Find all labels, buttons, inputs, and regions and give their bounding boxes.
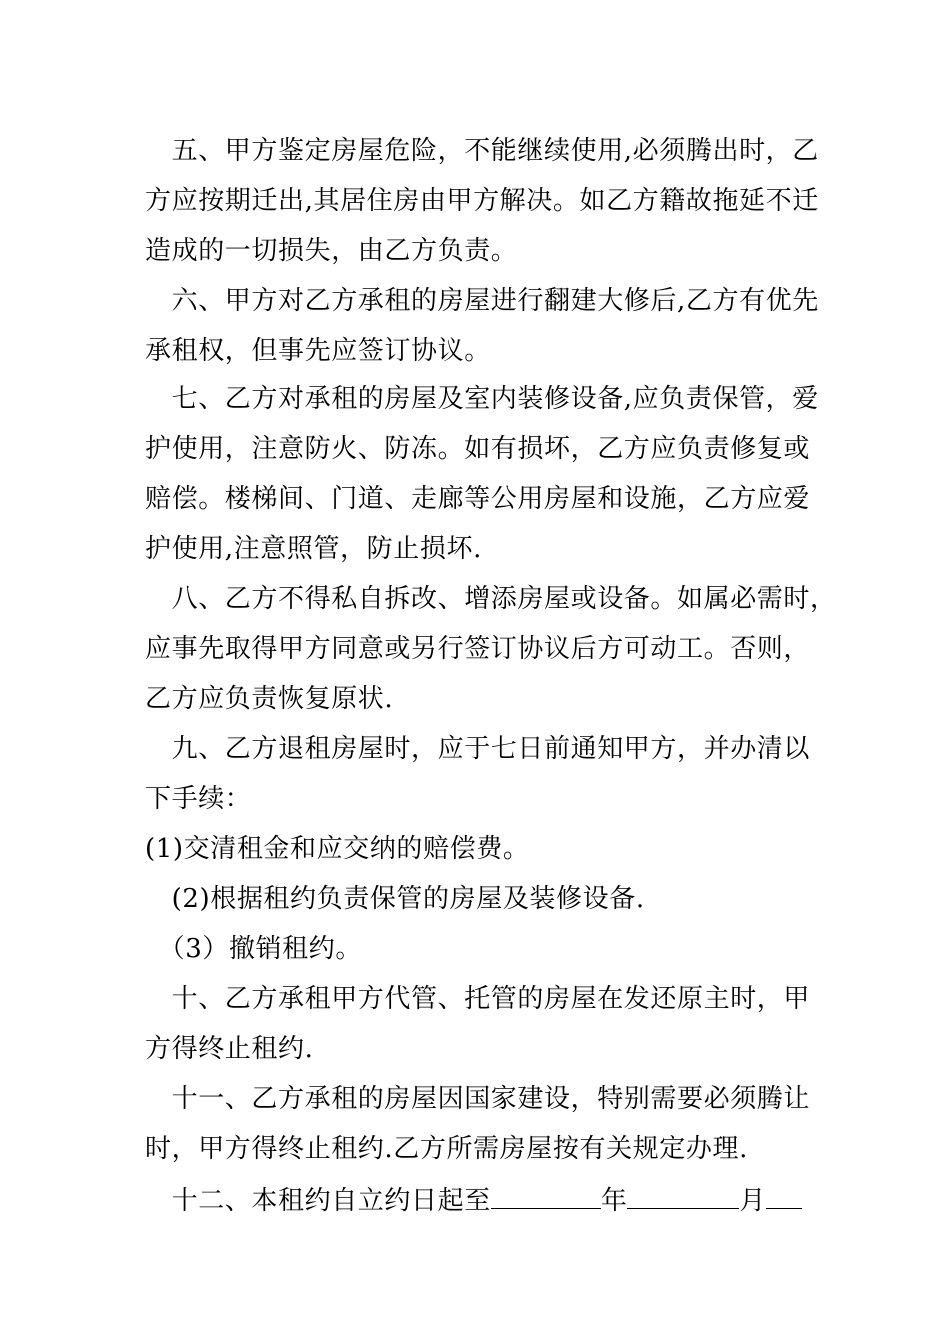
text-line: (2)根据租约负责保管的房屋及装修设备.: [145, 884, 645, 914]
month-blank: [627, 1184, 739, 1209]
text-line: (1)交清租金和应交纳的赔偿费。: [145, 834, 530, 864]
day-blank: [766, 1184, 802, 1209]
text-line: 承租权，但事先应签订协议。: [145, 336, 491, 366]
text-line: 十、乙方承租甲方代管、托管的房屋在发还原主时，甲: [145, 984, 811, 1014]
year-label: 年: [600, 1186, 628, 1216]
text-line: 护使用，注意防火、防冻。如有损坏，乙方应负责修复或: [145, 434, 811, 464]
text-line: 下手续：: [145, 784, 252, 814]
term-prefix: 十二、本租约自立约日起至: [145, 1186, 491, 1216]
text-line: 五、甲方鉴定房屋危险，不能继续使用,必须腾出时，乙: [145, 136, 819, 166]
text-line: 九、乙方退租房屋时，应于七日前通知甲方，并办清以: [145, 734, 811, 764]
text-line: 护使用,注意照管，防止损坏.: [145, 534, 482, 564]
text-line: 赔偿。楼梯间、门道、走廊等公用房屋和设施，乙方应爱: [145, 484, 811, 514]
text-line: 时，甲方得终止租约.乙方所需房屋按有关规定办理.: [145, 1134, 748, 1164]
text-line: （3）撤销租约。: [145, 934, 362, 964]
year-blank: [491, 1184, 601, 1209]
text-line: 应事先取得甲方同意或另行签订协议后方可动工。否则，: [145, 634, 811, 664]
term-line: [145, 1184, 802, 1214]
text-line: 六、甲方对乙方承租的房屋进行翻建大修后,乙方有优先: [145, 286, 819, 316]
text-line: 造成的一切损失，由乙方负责。: [145, 236, 518, 266]
month-label: 月: [739, 1186, 767, 1216]
text-line: 十一、乙方承租的房屋因国家建设，特别需要必须腾让: [145, 1084, 811, 1114]
text-line: 方得终止租约.: [145, 1034, 314, 1064]
text-line: 方应按期迁出,其居住房由甲方解决。如乙方籍故拖延不迁: [145, 186, 819, 216]
text-line: 八、乙方不得私自拆改、增添房屋或设备。如属必需时，: [145, 584, 837, 614]
text-line: 乙方应负责恢复原状.: [145, 684, 394, 714]
text-line: 七、乙方对承租的房屋及室内装修设备,应负责保管，爱: [145, 384, 819, 414]
